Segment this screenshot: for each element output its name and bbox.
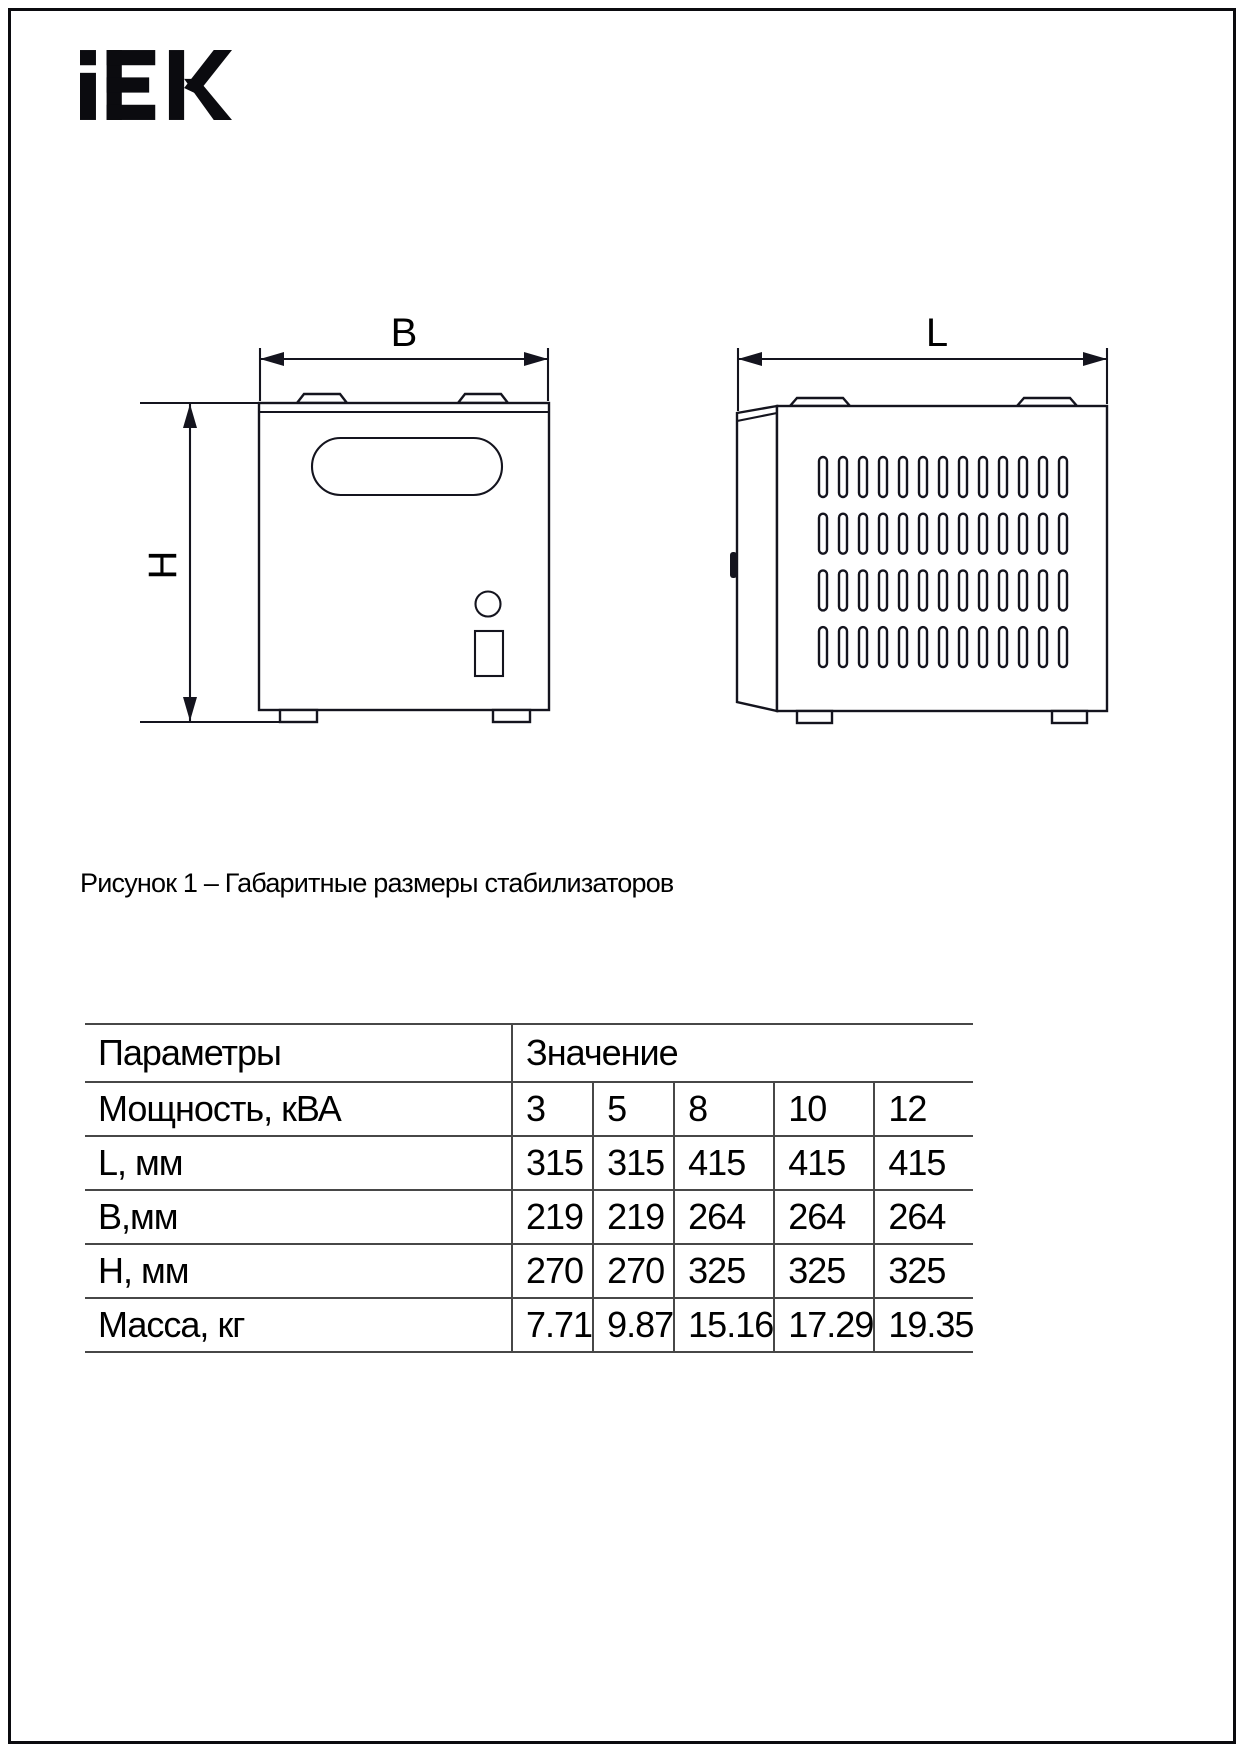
cell: 415 bbox=[674, 1136, 774, 1190]
cell: 264 bbox=[874, 1190, 973, 1244]
cell: 264 bbox=[774, 1190, 874, 1244]
dimension-label-L: L bbox=[925, 311, 949, 355]
table-row-power bbox=[85, 1082, 973, 1136]
side-foot-left bbox=[797, 711, 832, 723]
table-header-row bbox=[85, 1024, 973, 1082]
header-parameters: Параметры bbox=[98, 1032, 281, 1073]
cell: 219 bbox=[512, 1190, 593, 1244]
header-value: Значение bbox=[512, 1024, 973, 1082]
dimension-L bbox=[738, 311, 1107, 411]
cell: 5 bbox=[593, 1082, 674, 1136]
side-foot-right bbox=[1052, 711, 1087, 723]
spec-table bbox=[85, 1023, 973, 1353]
table-row-B bbox=[85, 1190, 973, 1244]
table-row-mass bbox=[85, 1298, 973, 1352]
row-label: L, мм bbox=[98, 1142, 183, 1183]
cell: 325 bbox=[674, 1244, 774, 1298]
side-latch-bump bbox=[730, 552, 737, 578]
cell: 15.16 bbox=[674, 1298, 774, 1352]
side-view bbox=[730, 398, 1107, 723]
table-row-L bbox=[85, 1136, 973, 1190]
side-edge-panel bbox=[737, 406, 777, 711]
cell: 270 bbox=[593, 1244, 674, 1298]
cell: 17.29 bbox=[774, 1298, 874, 1352]
dimension-label-H: H bbox=[141, 550, 185, 580]
cell: 19.35 bbox=[874, 1298, 973, 1352]
figure-caption: Рисунок 1 – Габаритные размеры стабилизаторов bbox=[80, 868, 674, 898]
table-row-H bbox=[85, 1244, 973, 1298]
row-label: Масса, кг bbox=[98, 1304, 245, 1345]
cell: 325 bbox=[874, 1244, 973, 1298]
cell: 415 bbox=[774, 1136, 874, 1190]
cell: 9.87 bbox=[593, 1298, 674, 1352]
front-body bbox=[259, 403, 549, 710]
cell: 12 bbox=[874, 1082, 973, 1136]
dimension-label-B: B bbox=[390, 311, 418, 355]
front-view bbox=[259, 394, 549, 722]
cell: 8 bbox=[674, 1082, 774, 1136]
front-foot-right bbox=[493, 710, 530, 722]
cell: 315 bbox=[593, 1136, 674, 1190]
cell: 315 bbox=[512, 1136, 593, 1190]
row-label: Н, мм bbox=[98, 1250, 189, 1291]
front-top-tab-right bbox=[458, 394, 508, 403]
front-top-tab-left bbox=[297, 394, 347, 403]
side-top-tab-left bbox=[790, 398, 850, 406]
cell: 415 bbox=[874, 1136, 973, 1190]
front-foot-left bbox=[280, 710, 317, 722]
cell: 270 bbox=[512, 1244, 593, 1298]
row-label: Мощность, кВА bbox=[98, 1088, 341, 1129]
cell: 219 bbox=[593, 1190, 674, 1244]
dimension-B bbox=[260, 311, 548, 401]
cell: 7.71 bbox=[512, 1298, 593, 1352]
cell: 3 bbox=[512, 1082, 593, 1136]
cell: 10 bbox=[774, 1082, 874, 1136]
side-top-tab-right bbox=[1017, 398, 1077, 406]
cell: 264 bbox=[674, 1190, 774, 1244]
row-label: В,мм bbox=[98, 1196, 178, 1237]
cell: 325 bbox=[774, 1244, 874, 1298]
